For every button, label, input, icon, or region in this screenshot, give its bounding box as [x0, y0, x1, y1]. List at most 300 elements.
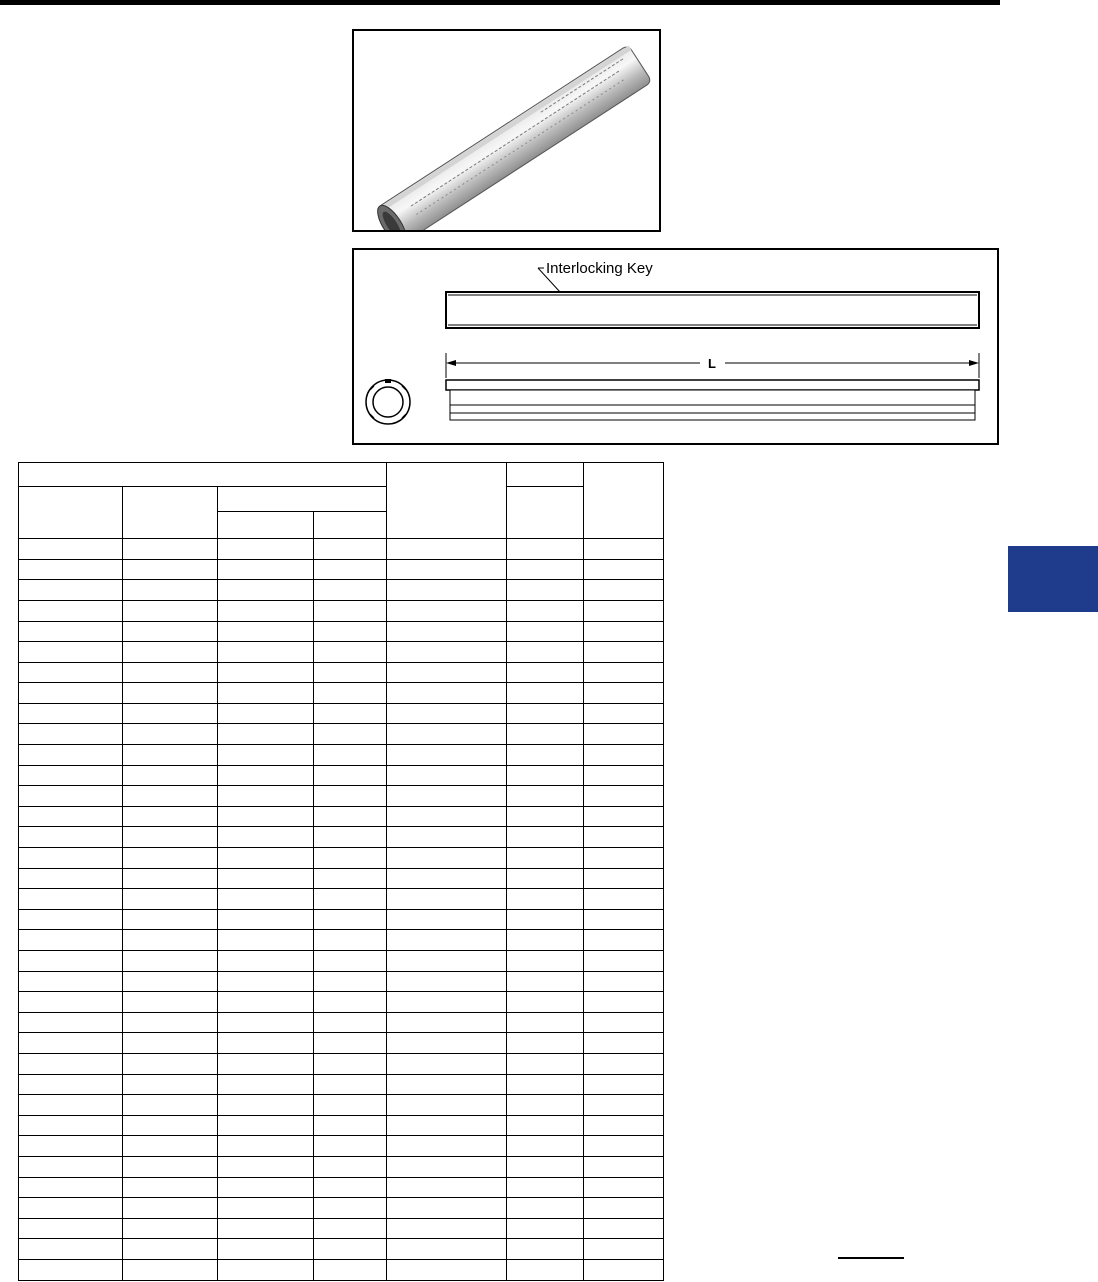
table-cell [123, 642, 218, 663]
table-cell [123, 1095, 218, 1116]
table-cell [584, 1218, 664, 1239]
table-row [19, 1239, 664, 1260]
table-cell [123, 1074, 218, 1095]
shear-pin-drawing [354, 250, 997, 443]
table-cell [19, 992, 123, 1013]
table-cell [387, 930, 507, 951]
table-cell [387, 1156, 507, 1177]
table-row [19, 848, 664, 869]
table-cell [123, 662, 218, 683]
table-cell [507, 662, 584, 683]
table-cell [507, 539, 584, 560]
table-body [19, 539, 664, 1281]
table-cell [123, 1156, 218, 1177]
table-cell [507, 1156, 584, 1177]
table-row [19, 930, 664, 951]
table-cell [387, 992, 507, 1013]
table-cell [584, 724, 664, 745]
table-cell [218, 971, 314, 992]
table-cell [218, 724, 314, 745]
table-cell [507, 930, 584, 951]
table-cell [218, 600, 314, 621]
table-cell [387, 1095, 507, 1116]
table-cell [314, 827, 387, 848]
table-cell [584, 786, 664, 807]
table-cell [123, 600, 218, 621]
table-cell [314, 539, 387, 560]
table-cell [507, 642, 584, 663]
table-row [19, 765, 664, 786]
table-cell [123, 848, 218, 869]
table-cell [19, 1033, 123, 1054]
table-cell [19, 580, 123, 601]
table-cell [218, 1095, 314, 1116]
table-cell [584, 1156, 664, 1177]
table-cell [584, 539, 664, 560]
table-cell [218, 806, 314, 827]
table-cell [19, 930, 123, 951]
table-cell [507, 559, 584, 580]
end-view-icon [366, 379, 410, 424]
table-cell [314, 1198, 387, 1219]
tube-top-view [446, 292, 979, 328]
table-cell [507, 1177, 584, 1198]
table-cell [123, 1053, 218, 1074]
table-cell [123, 1218, 218, 1239]
dimension-drawing [352, 248, 999, 445]
table-cell [387, 971, 507, 992]
table-cell [218, 621, 314, 642]
table-cell [19, 1177, 123, 1198]
table-cell [387, 642, 507, 663]
table-cell [218, 909, 314, 930]
table-cell [507, 683, 584, 704]
table-cell [387, 683, 507, 704]
table-cell [218, 1156, 314, 1177]
table-row [19, 1053, 664, 1074]
table-cell [314, 642, 387, 663]
table-cell [507, 889, 584, 910]
table-cell [387, 1218, 507, 1239]
table-cell [123, 909, 218, 930]
table-cell [19, 848, 123, 869]
table-cell [314, 786, 387, 807]
table-cell [123, 621, 218, 642]
table-row [19, 1095, 664, 1116]
table-cell [218, 1239, 314, 1260]
table-cell [314, 1115, 387, 1136]
table-cell [387, 868, 507, 889]
table-cell [387, 951, 507, 972]
table-row [19, 580, 664, 601]
table-cell [218, 765, 314, 786]
table-cell [123, 806, 218, 827]
table-cell [387, 889, 507, 910]
table-cell [387, 1259, 507, 1280]
table-cell [584, 1012, 664, 1033]
table-cell [507, 992, 584, 1013]
table-row [19, 1033, 664, 1054]
table-header-subgroup [218, 487, 387, 511]
table-cell [314, 703, 387, 724]
table-cell [123, 1259, 218, 1280]
table-header-cell [507, 487, 584, 539]
table-cell [314, 992, 387, 1013]
table-row [19, 642, 664, 663]
table-cell [387, 765, 507, 786]
table-header-cell [19, 487, 123, 539]
table-cell [507, 1053, 584, 1074]
table-cell [584, 806, 664, 827]
table-cell [584, 703, 664, 724]
table-cell [123, 786, 218, 807]
table-cell [123, 1012, 218, 1033]
table-cell [314, 889, 387, 910]
table-cell [19, 621, 123, 642]
page-number-underline [838, 1257, 904, 1259]
table-cell [314, 806, 387, 827]
table-cell [218, 662, 314, 683]
table-cell [19, 1259, 123, 1280]
table-cell [123, 1115, 218, 1136]
table-cell [218, 1177, 314, 1198]
table-cell [387, 1012, 507, 1033]
table-cell [314, 580, 387, 601]
table-cell [507, 909, 584, 930]
table-cell [218, 559, 314, 580]
table-cell [314, 559, 387, 580]
table-cell [19, 539, 123, 560]
table-cell [314, 1095, 387, 1116]
table-cell [19, 1053, 123, 1074]
table-cell [387, 1053, 507, 1074]
table-cell [218, 992, 314, 1013]
table-cell [584, 662, 664, 683]
table-cell [507, 868, 584, 889]
table-cell [584, 1095, 664, 1116]
table-cell [314, 724, 387, 745]
table-cell [314, 909, 387, 930]
table-row [19, 724, 664, 745]
table-cell [584, 971, 664, 992]
table-cell [314, 930, 387, 951]
table-header-cell [314, 511, 387, 538]
table-cell [507, 1198, 584, 1219]
table-cell [584, 930, 664, 951]
table-cell [584, 621, 664, 642]
table-cell [218, 683, 314, 704]
table-cell [314, 971, 387, 992]
table-row [19, 951, 664, 972]
table-cell [123, 930, 218, 951]
table-row [19, 1198, 664, 1219]
table-cell [387, 724, 507, 745]
table-cell [314, 868, 387, 889]
table-cell [584, 848, 664, 869]
table-cell [584, 1033, 664, 1054]
table-row [19, 745, 664, 766]
table-cell [314, 1033, 387, 1054]
table-cell [218, 539, 314, 560]
table-cell [507, 971, 584, 992]
table-cell [218, 848, 314, 869]
table-cell [507, 703, 584, 724]
table-cell [584, 683, 664, 704]
table-cell [507, 1095, 584, 1116]
table-cell [387, 909, 507, 930]
table-cell [387, 703, 507, 724]
table-cell [123, 1136, 218, 1157]
table-row [19, 1115, 664, 1136]
table-cell [507, 951, 584, 972]
table-header-cell [387, 463, 507, 539]
table-header-cell [584, 463, 664, 539]
table-cell [584, 951, 664, 972]
table-cell [387, 600, 507, 621]
table-cell [507, 621, 584, 642]
table-cell [314, 662, 387, 683]
table-cell [387, 806, 507, 827]
table-cell [387, 745, 507, 766]
table-cell [19, 951, 123, 972]
table-cell [218, 951, 314, 972]
table-cell [387, 580, 507, 601]
table-cell [507, 848, 584, 869]
table-cell [507, 786, 584, 807]
table-cell [584, 580, 664, 601]
table-cell [19, 1156, 123, 1177]
table-cell [19, 1012, 123, 1033]
table-cell [19, 786, 123, 807]
table-cell [218, 1115, 314, 1136]
table-cell [123, 1239, 218, 1260]
table-cell [314, 951, 387, 972]
table-cell [19, 1218, 123, 1239]
table-cell [218, 703, 314, 724]
table-row [19, 1136, 664, 1157]
table-row [19, 539, 664, 560]
table-row [19, 1074, 664, 1095]
table-cell [218, 889, 314, 910]
table-cell [314, 1259, 387, 1280]
table-cell [387, 1177, 507, 1198]
table-cell [387, 539, 507, 560]
table-cell [123, 683, 218, 704]
table-cell [19, 600, 123, 621]
table-cell [123, 827, 218, 848]
table-cell [218, 827, 314, 848]
table-cell [19, 745, 123, 766]
table-cell [19, 827, 123, 848]
table-row [19, 971, 664, 992]
table-cell [123, 703, 218, 724]
table-cell [19, 683, 123, 704]
table-cell [218, 580, 314, 601]
table-cell [19, 909, 123, 930]
table-cell [123, 992, 218, 1013]
table-row [19, 600, 664, 621]
table-cell [387, 786, 507, 807]
table-cell [19, 765, 123, 786]
table-cell [218, 1074, 314, 1095]
table-cell [19, 868, 123, 889]
table-cell [507, 1012, 584, 1033]
table-cell [584, 1074, 664, 1095]
product-photo [352, 29, 661, 232]
table-row [19, 992, 664, 1013]
table-cell [387, 559, 507, 580]
table-row [19, 621, 664, 642]
table-cell [584, 559, 664, 580]
table-cell [584, 1239, 664, 1260]
table-cell [507, 1239, 584, 1260]
table-cell [218, 1218, 314, 1239]
table-row [19, 909, 664, 930]
tube-side-view [446, 380, 979, 390]
table-cell [19, 806, 123, 827]
table-cell [314, 1177, 387, 1198]
table-row [19, 1156, 664, 1177]
table-cell [314, 683, 387, 704]
table-cell [123, 1177, 218, 1198]
table-row [19, 827, 664, 848]
table-cell [19, 1074, 123, 1095]
table-cell [507, 1115, 584, 1136]
table-cell [387, 1033, 507, 1054]
table-row [19, 683, 664, 704]
table-row [19, 806, 664, 827]
table-row [19, 868, 664, 889]
table-row [19, 1177, 664, 1198]
table-row [19, 559, 664, 580]
table-cell [314, 848, 387, 869]
table-cell [507, 745, 584, 766]
table-cell [314, 1239, 387, 1260]
specification-table [18, 462, 664, 1281]
table-cell [19, 1095, 123, 1116]
table-cell [314, 1136, 387, 1157]
table-cell [19, 889, 123, 910]
table-cell [387, 1198, 507, 1219]
table-cell [507, 600, 584, 621]
table-cell [123, 868, 218, 889]
length-dimension-label: L [708, 356, 716, 371]
table-cell [314, 1156, 387, 1177]
table-cell [19, 724, 123, 745]
table-cell [387, 827, 507, 848]
table-cell [507, 765, 584, 786]
table-header-cell [218, 511, 314, 538]
table-cell [314, 1218, 387, 1239]
table-cell [19, 1239, 123, 1260]
table-cell [387, 1239, 507, 1260]
table-row [19, 1218, 664, 1239]
table-cell [314, 600, 387, 621]
table-cell [218, 1012, 314, 1033]
table-cell [584, 827, 664, 848]
table-cell [19, 1198, 123, 1219]
table-cell [19, 1115, 123, 1136]
shear-pin-photo [354, 31, 659, 230]
table-cell [218, 868, 314, 889]
table-cell [218, 1198, 314, 1219]
table-cell [507, 1074, 584, 1095]
table-cell [218, 1053, 314, 1074]
table-cell [218, 1259, 314, 1280]
table-cell [314, 1012, 387, 1033]
table-row [19, 1012, 664, 1033]
table-cell [584, 600, 664, 621]
table-cell [584, 1259, 664, 1280]
table-row [19, 1259, 664, 1280]
table-header-cell [507, 463, 584, 487]
table-cell [314, 621, 387, 642]
table-cell [507, 580, 584, 601]
table-cell [584, 1177, 664, 1198]
table-cell [584, 1198, 664, 1219]
table-header-cell [123, 487, 218, 539]
table-cell [387, 848, 507, 869]
table-cell [19, 703, 123, 724]
top-rule [0, 0, 1000, 5]
table-cell [19, 662, 123, 683]
table-cell [507, 827, 584, 848]
table-cell [387, 1115, 507, 1136]
table-cell [218, 1136, 314, 1157]
table-cell [123, 765, 218, 786]
table-cell [584, 765, 664, 786]
table-cell [387, 662, 507, 683]
table-cell [218, 786, 314, 807]
table-cell [507, 1136, 584, 1157]
table-header-group [19, 463, 387, 487]
table-cell [123, 745, 218, 766]
table-row [19, 786, 664, 807]
table-cell [584, 642, 664, 663]
table-cell [584, 1136, 664, 1157]
table-cell [584, 745, 664, 766]
table-cell [123, 889, 218, 910]
table-cell [584, 1053, 664, 1074]
table-cell [123, 1033, 218, 1054]
table-cell [584, 889, 664, 910]
table-cell [507, 724, 584, 745]
table-cell [387, 621, 507, 642]
table-cell [507, 806, 584, 827]
table-cell [387, 1136, 507, 1157]
table-cell [123, 971, 218, 992]
table-cell [314, 745, 387, 766]
table-cell [314, 1074, 387, 1095]
table-row [19, 703, 664, 724]
table-cell [507, 1259, 584, 1280]
table-cell [584, 1115, 664, 1136]
table-cell [387, 1074, 507, 1095]
table-cell [19, 559, 123, 580]
table-cell [584, 868, 664, 889]
table-cell [218, 1033, 314, 1054]
table-row [19, 662, 664, 683]
table-cell [314, 765, 387, 786]
table-cell [218, 745, 314, 766]
table-cell [123, 580, 218, 601]
table-cell [19, 971, 123, 992]
section-tab [1008, 546, 1098, 612]
table-cell [123, 559, 218, 580]
interlocking-key-label: Interlocking Key [546, 260, 653, 277]
table-cell [19, 1136, 123, 1157]
table-cell [507, 1033, 584, 1054]
